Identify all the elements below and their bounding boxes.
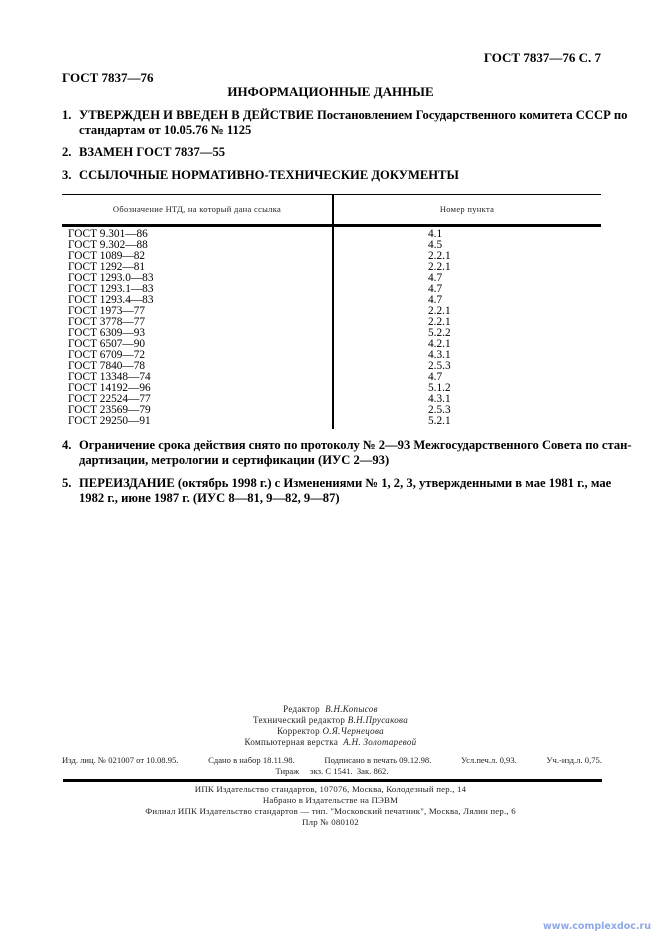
cell-document: ГОСТ 1293.1—83 <box>68 283 154 295</box>
cell-document: ГОСТ 1973—77 <box>68 305 145 317</box>
publisher-line: ИПК Издательство стандартов, 107076, Москва, Колодезный пер., 14 <box>194 784 467 794</box>
cell-document: ГОСТ 14192—96 <box>68 382 151 394</box>
credit-name: А.Н. Золотаревой <box>343 737 417 747</box>
imprint-signed: Подписано в печать 09.12.98. <box>324 755 432 765</box>
cell-document: ГОСТ 1089—82 <box>68 250 145 262</box>
item-number: 2. <box>62 145 72 159</box>
table-header-clause: Номер пункта <box>439 204 495 214</box>
imprint-rule <box>63 779 602 782</box>
cell-clause: 2.2.1 <box>428 305 451 317</box>
publisher-line: Плр № 080102 <box>302 817 359 827</box>
item-text-line: дартизации, метрологии и сертификации (ИУС 2—93) <box>79 453 390 467</box>
cell-document: ГОСТ 3778—77 <box>68 316 145 328</box>
cell-document: ГОСТ 22524—77 <box>68 393 151 405</box>
imprint-circulation: Тираж экз. С 1541. Зак. 862. <box>275 766 389 776</box>
cell-document: ГОСТ 6507—90 <box>68 338 145 350</box>
cell-clause: 5.1.2 <box>428 382 451 394</box>
cell-clause: 2.2.1 <box>428 316 451 328</box>
cell-clause: 4.1 <box>428 228 443 240</box>
imprint-print-sheets: Усл.печ.л. 0,93. <box>461 755 517 765</box>
cell-clause: 2.2.1 <box>428 261 451 273</box>
credit-name: В.Н.Копысов <box>325 704 378 714</box>
credit-name: В.Н.Прусакова <box>347 715 408 725</box>
cell-document: ГОСТ 9.302—88 <box>68 239 148 251</box>
page-title: ИНФОРМАЦИОННЫЕ ДАННЫЕ <box>227 84 434 99</box>
cell-clause: 4.7 <box>428 294 443 306</box>
imprint-pub-sheets: Уч.-изд.л. 0,75. <box>546 755 602 765</box>
page-reference: ГОСТ 7837—76 С. 7 <box>483 50 601 65</box>
reference-table <box>62 194 601 430</box>
credit-layout <box>0 737 661 748</box>
cell-clause: 5.2.1 <box>428 415 451 427</box>
publisher-block <box>0 784 661 828</box>
item-text-line: Ограничение срока действия снято по протоколу № 2—93 Межгосударственного Совета по стан- <box>79 438 632 452</box>
cell-clause: 2.2.1 <box>428 250 451 262</box>
publisher-line: Филиал ИПК Издательство стандартов — тип. "Московский печатник", Москва, Лялин пер., 6 <box>145 806 516 816</box>
imprint-block <box>62 755 602 777</box>
cell-document: ГОСТ 13348—74 <box>68 371 151 383</box>
standard-number: ГОСТ 7837—76 <box>62 70 154 85</box>
cell-clause: 4.3.1 <box>428 349 451 361</box>
cell-document: ГОСТ 1293.0—83 <box>68 272 154 284</box>
cell-document: ГОСТ 6309—93 <box>68 327 145 339</box>
credit-role: Корректор <box>277 726 320 736</box>
item-5 <box>62 476 612 506</box>
cell-document: ГОСТ 1292—81 <box>68 261 145 273</box>
table-body <box>62 229 601 427</box>
cell-clause: 4.7 <box>428 272 443 284</box>
item-4 <box>62 438 632 468</box>
item-text-line: ПЕРЕИЗДАНИЕ (октябрь 1998 г.) с Изменениями № 1, 2, 3, утвержденными в мае 1981 г., мае <box>79 476 612 490</box>
credit-tech-editor <box>0 715 661 726</box>
table-row <box>62 416 601 427</box>
credit-name: О.Я.Чернецова <box>322 726 384 736</box>
credits-block <box>0 704 661 748</box>
item-text-line: ССЫЛОЧНЫЕ НОРМАТИВНО-ТЕХНИЧЕСКИЕ ДОКУМЕНТЫ <box>79 168 459 182</box>
imprint-license: Изд. лиц. № 021007 от 10.08.95. <box>62 755 179 765</box>
credit-role: Компьютерная верстка <box>244 737 339 747</box>
item-text-line: ВЗАМЕН ГОСТ 7837—55 <box>79 145 226 159</box>
publisher-line: Набрано в Издательстве на ПЭВМ <box>262 795 399 805</box>
item-3 <box>62 168 602 183</box>
item-number: 1. <box>62 108 72 122</box>
cell-clause: 5.2.2 <box>428 327 451 339</box>
cell-clause: 2.5.3 <box>428 360 451 372</box>
cell-document: ГОСТ 23569—79 <box>68 404 151 416</box>
item-text-line: УТВЕРЖДЕН И ВВЕДЕН В ДЕЙСТВИЕ Постановлением Государственного комитета СССР по <box>79 108 628 122</box>
imprint-typeset: Сдано в набор 18.11.98. <box>208 755 295 765</box>
cell-clause: 4.2.1 <box>428 338 451 350</box>
cell-document: ГОСТ 1293.4—83 <box>68 294 154 306</box>
item-2 <box>62 145 602 160</box>
cell-clause: 4.7 <box>428 371 443 383</box>
credit-proofreader <box>0 726 661 737</box>
credit-role: Технический редактор <box>253 715 346 725</box>
item-text-line: стандартам от 10.05.76 № 1125 <box>79 123 252 137</box>
item-1 <box>62 108 628 138</box>
cell-document: ГОСТ 7840—78 <box>68 360 145 372</box>
cell-clause: 4.3.1 <box>428 393 451 405</box>
table-header-document: Обозначение НТД, на который дана ссылка <box>112 204 282 214</box>
item-number: 3. <box>62 168 72 182</box>
cell-clause: 2.5.3 <box>428 404 451 416</box>
credit-role: Редактор <box>283 704 320 714</box>
table-header-rule <box>62 224 601 227</box>
cell-document: ГОСТ 6709—72 <box>68 349 145 361</box>
cell-clause: 4.7 <box>428 283 443 295</box>
cell-document: ГОСТ 29250—91 <box>68 415 151 427</box>
item-number: 4. <box>62 438 72 452</box>
cell-document: ГОСТ 9.301—86 <box>68 228 148 240</box>
item-number: 5. <box>62 476 72 490</box>
credit-editor <box>0 704 661 715</box>
watermark-link[interactable]: www.complexdoc.ru <box>542 921 651 932</box>
item-text-line: 1982 г., июне 1987 г. (ИУС 8—81, 9—82, 9—87) <box>79 491 340 505</box>
cell-clause: 4.5 <box>428 239 443 251</box>
